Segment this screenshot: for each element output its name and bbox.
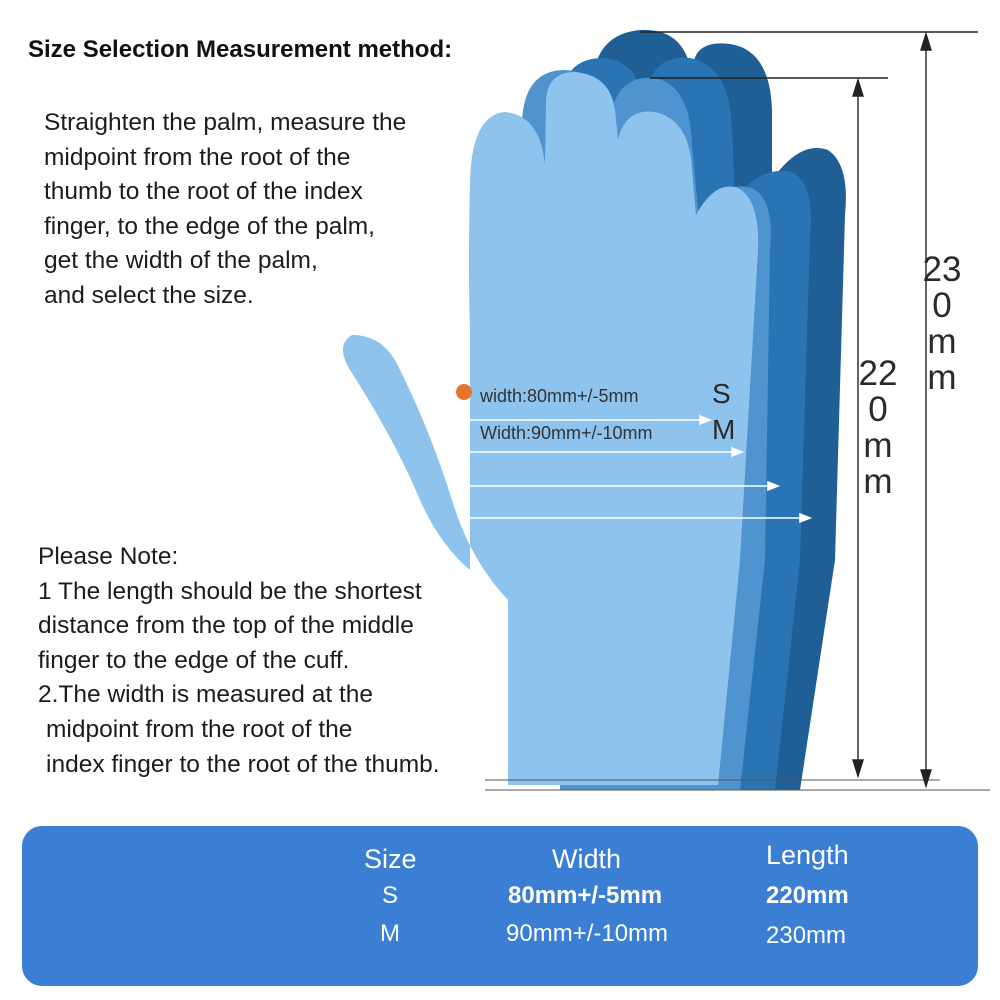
table-header-width: Width (552, 844, 622, 874)
intro-line: and select the size. (44, 281, 254, 309)
width-label-s: width:80mm+/-5mm (480, 386, 639, 406)
note-line: finger to the edge of the cuff. (38, 646, 350, 674)
table-cell-size: S (382, 882, 399, 909)
note-line: midpoint from the root of the (46, 715, 353, 743)
width-size-s: S (712, 378, 731, 409)
intro-line: midpoint from the root of the (44, 143, 351, 171)
table-cell-length: 230mm (766, 922, 847, 949)
intro-line: get the width of the palm, (44, 247, 318, 275)
table-cell-size: M (380, 920, 400, 947)
intro-line: Straighten the palm, measure the (44, 109, 407, 136)
note-line: 2.The width is measured at the (38, 681, 374, 709)
intro-line: finger, to the edge of the palm, (44, 212, 375, 240)
length-s-label: 220mm (858, 354, 898, 501)
length-m-label: 230mm (922, 250, 962, 397)
width-label-m: Width:90mm+/-10mm (480, 423, 653, 443)
note-line: distance from the top of the middle (38, 612, 414, 640)
intro-text (44, 106, 406, 314)
note-text (38, 540, 440, 782)
note-line: 1 The length should be the shortest (38, 577, 422, 605)
measure-start-dot (456, 384, 472, 400)
table-header-length: Length (766, 840, 849, 870)
width-size-m: M (712, 414, 736, 445)
note-line: index finger to the root of the thumb. (46, 750, 440, 778)
table-cell-length: 220mm (766, 882, 849, 909)
intro-line: thumb to the root of the index (44, 178, 363, 206)
note-heading: Please Note: (38, 543, 179, 570)
table-header-size: Size (364, 844, 417, 874)
page-title: Size Selection Measurement method: (28, 36, 453, 63)
size-table (22, 826, 978, 986)
table-cell-width: 80mm+/-5mm (508, 882, 663, 909)
table-cell-width: 90mm+/-10mm (506, 920, 669, 947)
